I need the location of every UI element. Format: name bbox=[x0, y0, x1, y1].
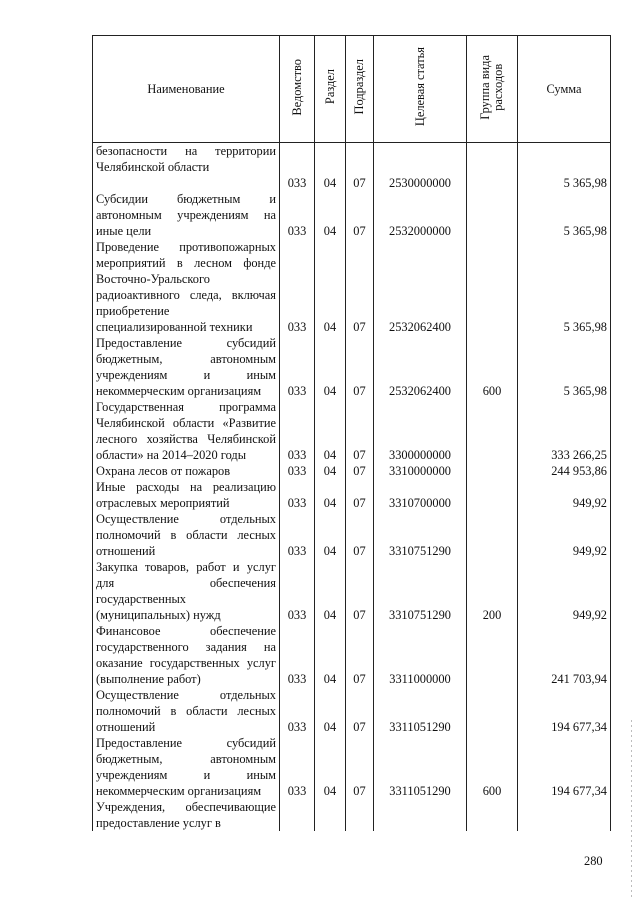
budget-table bbox=[92, 35, 611, 831]
header-gruppa-vida-rashodov: Группа вида расходов bbox=[467, 36, 518, 143]
row-vedomstvo: 033 bbox=[280, 175, 315, 191]
row-razdel: 04 bbox=[315, 479, 346, 511]
row-celevaya-statya: 3310000000 bbox=[374, 463, 467, 479]
table-body bbox=[93, 143, 611, 832]
table-header bbox=[93, 36, 611, 143]
row-summa bbox=[518, 799, 611, 831]
table-row bbox=[93, 511, 611, 559]
page-number: 280 bbox=[584, 854, 603, 868]
row-summa: 194 677,34 bbox=[518, 735, 611, 799]
header-vedomstvo: Ведомство bbox=[280, 36, 315, 143]
row-summa: 244 953,86 bbox=[518, 463, 611, 479]
row-podrazdel: 07 bbox=[346, 511, 374, 559]
table-row bbox=[93, 191, 611, 239]
row-vedomstvo: 033 bbox=[280, 559, 315, 623]
row-razdel: 04 bbox=[315, 623, 346, 687]
header-razdel: Раздел bbox=[315, 36, 346, 143]
row-gruppa bbox=[467, 479, 518, 511]
row-gruppa: 600 bbox=[467, 335, 518, 399]
row-summa bbox=[518, 143, 611, 176]
row-celevaya-statya: 3311051290 bbox=[374, 735, 467, 799]
row-gruppa bbox=[467, 623, 518, 687]
header-celevaya-statya: Целевая статья bbox=[374, 36, 467, 143]
table-row bbox=[93, 399, 611, 463]
table-row bbox=[93, 175, 611, 191]
row-razdel: 04 bbox=[315, 463, 346, 479]
table-row bbox=[93, 559, 611, 623]
row-name: безопасности на территории Челябинской области bbox=[93, 143, 280, 176]
row-razdel bbox=[315, 143, 346, 176]
row-gruppa bbox=[467, 143, 518, 176]
header-podrazdel: Подраздел bbox=[346, 36, 374, 143]
row-razdel: 04 bbox=[315, 191, 346, 239]
table-row bbox=[93, 687, 611, 735]
row-gruppa bbox=[467, 239, 518, 335]
row-podrazdel: 07 bbox=[346, 735, 374, 799]
row-gruppa bbox=[467, 511, 518, 559]
row-razdel: 04 bbox=[315, 511, 346, 559]
row-podrazdel: 07 bbox=[346, 687, 374, 735]
row-gruppa bbox=[467, 463, 518, 479]
row-razdel: 04 bbox=[315, 239, 346, 335]
row-vedomstvo: 033 bbox=[280, 463, 315, 479]
row-vedomstvo: 033 bbox=[280, 735, 315, 799]
row-name: Государственная программа Челябинской области «Развитие лесного хозяйства Челябинской области» на 2014–2020 годы bbox=[93, 399, 280, 463]
row-vedomstvo: 033 bbox=[280, 623, 315, 687]
row-podrazdel bbox=[346, 143, 374, 176]
row-celevaya-statya: 3311000000 bbox=[374, 623, 467, 687]
row-vedomstvo bbox=[280, 799, 315, 831]
row-razdel bbox=[315, 799, 346, 831]
header-name: Наименование bbox=[93, 36, 280, 143]
row-vedomstvo: 033 bbox=[280, 511, 315, 559]
row-gruppa bbox=[467, 799, 518, 831]
row-name: Иные расходы на реализацию отраслевых мероприятий bbox=[93, 479, 280, 511]
row-summa: 5 365,98 bbox=[518, 191, 611, 239]
header-summa: Сумма bbox=[518, 36, 611, 143]
table-row bbox=[93, 239, 611, 335]
row-celevaya-statya bbox=[374, 143, 467, 176]
row-vedomstvo: 033 bbox=[280, 335, 315, 399]
row-razdel: 04 bbox=[315, 687, 346, 735]
row-celevaya-statya: 3311051290 bbox=[374, 687, 467, 735]
row-vedomstvo: 033 bbox=[280, 239, 315, 335]
row-celevaya-statya: 3310751290 bbox=[374, 559, 467, 623]
row-gruppa bbox=[467, 399, 518, 463]
row-summa: 241 703,94 bbox=[518, 623, 611, 687]
table-row bbox=[93, 623, 611, 687]
row-razdel: 04 bbox=[315, 175, 346, 191]
row-celevaya-statya: 2532000000 bbox=[374, 191, 467, 239]
row-gruppa bbox=[467, 687, 518, 735]
row-celevaya-statya: 2532062400 bbox=[374, 335, 467, 399]
row-podrazdel: 07 bbox=[346, 239, 374, 335]
row-summa: 949,92 bbox=[518, 511, 611, 559]
table-row bbox=[93, 463, 611, 479]
row-summa: 333 266,25 bbox=[518, 399, 611, 463]
row-celevaya-statya: 2530000000 bbox=[374, 175, 467, 191]
row-summa: 949,92 bbox=[518, 559, 611, 623]
row-podrazdel: 07 bbox=[346, 479, 374, 511]
row-podrazdel: 07 bbox=[346, 399, 374, 463]
row-name: Финансовое обеспечение государственного задания на оказание государственных услуг (выполнение работ) bbox=[93, 623, 280, 687]
row-podrazdel: 07 bbox=[346, 191, 374, 239]
row-celevaya-statya: 3310700000 bbox=[374, 479, 467, 511]
row-summa: 5 365,98 bbox=[518, 335, 611, 399]
row-name: Предоставление субсидий бюджетным, автономным учреждениям и иным некоммерческим организациям bbox=[93, 335, 280, 399]
row-celevaya-statya bbox=[374, 799, 467, 831]
row-podrazdel: 07 bbox=[346, 463, 374, 479]
row-podrazdel: 07 bbox=[346, 559, 374, 623]
row-celevaya-statya: 2532062400 bbox=[374, 239, 467, 335]
row-celevaya-statya: 3300000000 bbox=[374, 399, 467, 463]
row-vedomstvo: 033 bbox=[280, 687, 315, 735]
row-name: Закупка товаров, работ и услуг для обеспечения государственных (муниципальных) нужд bbox=[93, 559, 280, 623]
row-gruppa: 200 bbox=[467, 559, 518, 623]
row-razdel: 04 bbox=[315, 735, 346, 799]
row-summa: 5 365,98 bbox=[518, 239, 611, 335]
row-vedomstvo: 033 bbox=[280, 191, 315, 239]
row-gruppa bbox=[467, 191, 518, 239]
row-razdel: 04 bbox=[315, 559, 346, 623]
row-vedomstvo: 033 bbox=[280, 399, 315, 463]
row-gruppa bbox=[467, 175, 518, 191]
row-name: Учреждения, обеспечивающие предоставление услуг в bbox=[93, 799, 280, 831]
table-row bbox=[93, 143, 611, 176]
row-name: Субсидии бюджетным и автономным учреждениям на иные цели bbox=[93, 191, 280, 239]
row-vedomstvo bbox=[280, 143, 315, 176]
row-vedomstvo: 033 bbox=[280, 479, 315, 511]
row-name: Осуществление отдельных полномочий в области лесных отношений bbox=[93, 687, 280, 735]
scan-margin-mark bbox=[631, 720, 632, 900]
row-podrazdel: 07 bbox=[346, 623, 374, 687]
table-row bbox=[93, 479, 611, 511]
table-row bbox=[93, 799, 611, 831]
row-name: Проведение противопожарных мероприятий в лесном фонде Восточно-Уральского радиоактивного следа, включая приобретение специализированной техники bbox=[93, 239, 280, 335]
row-podrazdel: 07 bbox=[346, 175, 374, 191]
row-name bbox=[93, 175, 280, 191]
row-summa: 194 677,34 bbox=[518, 687, 611, 735]
row-podrazdel: 07 bbox=[346, 335, 374, 399]
table-row bbox=[93, 735, 611, 799]
row-gruppa: 600 bbox=[467, 735, 518, 799]
row-razdel: 04 bbox=[315, 335, 346, 399]
row-podrazdel bbox=[346, 799, 374, 831]
row-name: Предоставление субсидий бюджетным, автономным учреждениям и иным некоммерческим организациям bbox=[93, 735, 280, 799]
row-name: Осуществление отдельных полномочий в области лесных отношений bbox=[93, 511, 280, 559]
table-row bbox=[93, 335, 611, 399]
row-celevaya-statya: 3310751290 bbox=[374, 511, 467, 559]
row-summa: 949,92 bbox=[518, 479, 611, 511]
row-name: Охрана лесов от пожаров bbox=[93, 463, 280, 479]
row-summa: 5 365,98 bbox=[518, 175, 611, 191]
row-razdel: 04 bbox=[315, 399, 346, 463]
